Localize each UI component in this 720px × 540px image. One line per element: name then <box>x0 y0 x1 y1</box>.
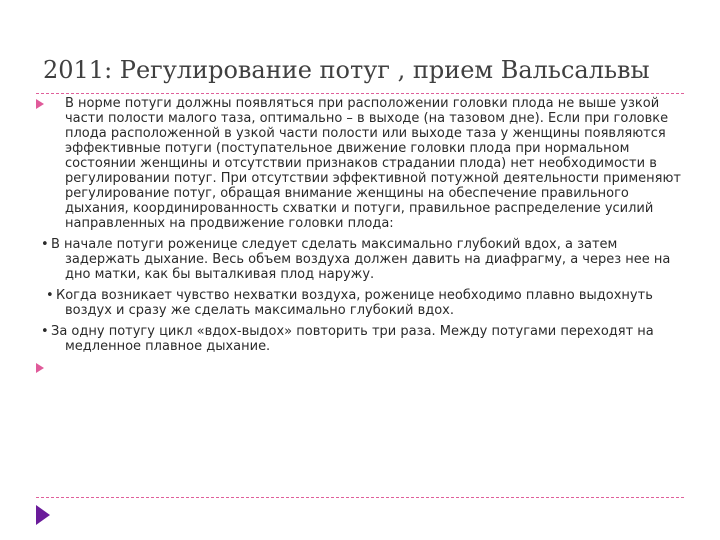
bullet-dot: • <box>41 237 49 252</box>
nav-arrow-icon <box>36 505 50 525</box>
bullet-dot: • <box>46 288 54 303</box>
paragraph-step-1-text: В начале потуги роженице следует сделать максимально глубокий вдох, а затем задержать дыхание. Весь объем воздуха должен давить на диафрагму, а через нее на дно матки, как бы выталкивая плод наружу. <box>51 237 671 282</box>
slide-body <box>34 96 684 381</box>
arrow-bullet-icon <box>36 99 44 109</box>
paragraph-step-2-text: Когда возникает чувство нехватки воздуха, роженице необходимо плавно выдохнуть воздух и сразу же сделать максимально глубокий вдох. <box>56 288 653 318</box>
bullet-dot: • <box>41 324 49 339</box>
paragraph-step-1 <box>34 237 684 282</box>
title-divider <box>36 93 684 94</box>
paragraph-step-3 <box>34 324 684 354</box>
slide-title: 2011: Регулирование потуг , прием Вальсальвы <box>43 56 650 84</box>
paragraph-intro <box>34 96 684 231</box>
arrow-bullet-icon <box>36 363 44 373</box>
paragraph-step-2 <box>34 288 684 318</box>
footer-divider <box>36 497 684 498</box>
paragraph-empty <box>34 360 684 375</box>
paragraph-intro-text: В норме потуги должны появляться при расположении головки плода не выше узкой части полости малого таза, оптимально – в выходе (на тазовом дне). Если при головке плода расположенной в узкой части полости или выходе таза у женщины появляются эффективные потуги (поступательное движение головки плода при нормальном состоянии женщины и отсутствии признаков страдании плода) нет необходимости в регулировании потуг. При отсутствии эффективной потужной деятельности применяют регулирование потуг, обращая внимание женщины на обеспечение правильного дыхания, координированность схватки и потуги, правильное распределение усилий направленных на продвижение головки плода: <box>65 96 682 231</box>
paragraph-step-3-text: За одну потугу цикл «вдох-выдох» повторить три раза. Между потугами переходят на медленное плавное дыхание. <box>51 324 654 354</box>
